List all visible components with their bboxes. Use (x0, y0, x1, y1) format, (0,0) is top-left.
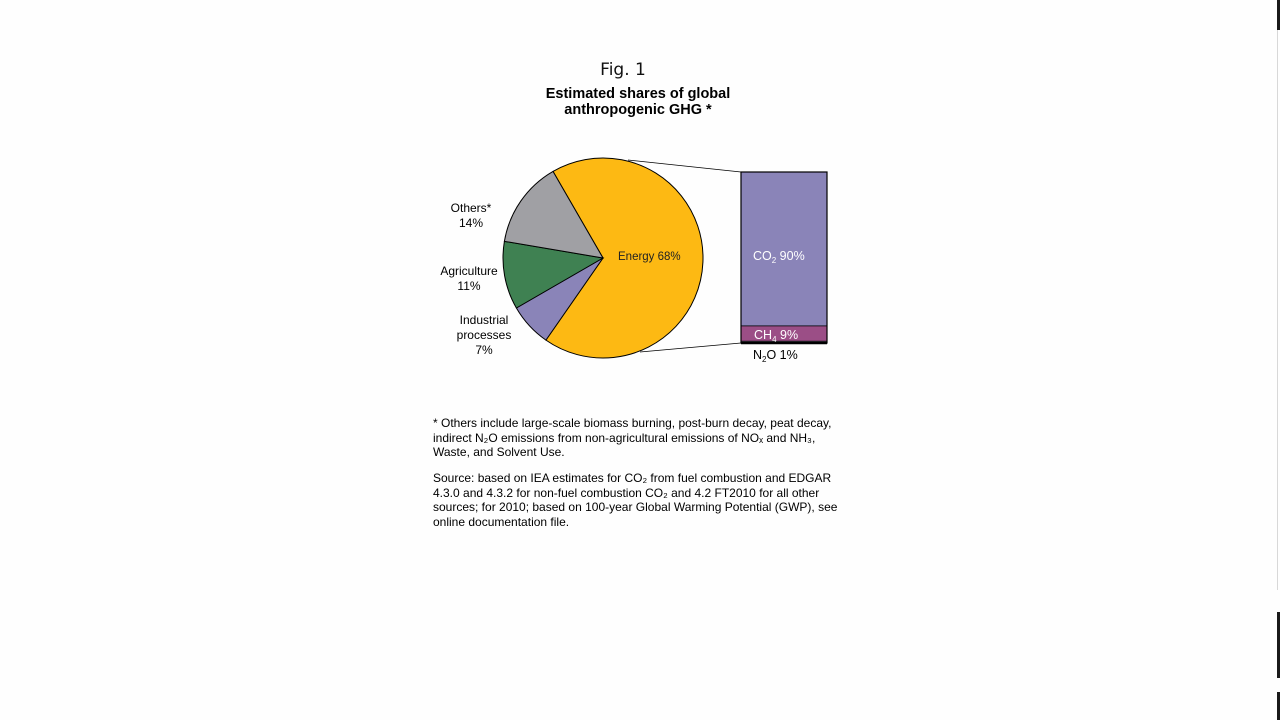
bar-label-n2o: $N_2O$ 1% (753, 348, 798, 364)
pie-label-others: Others* 14% (450, 201, 492, 230)
bar-label-ch4: $CH_4$ 9% (754, 328, 799, 344)
pie-label-agriculture: Agriculture 11% (440, 264, 498, 293)
figure-number: Fig. 1 (600, 60, 646, 80)
chart-title-line-2: anthropogenic GHG * (564, 102, 712, 118)
scrollbar-edge (1277, 30, 1278, 590)
connector-line-bottom (640, 343, 741, 352)
source-footnote: Source: based on IEA estimates for CO₂ from fuel combustion and EDGAR 4.3.0 and 4.3.2 for non-fuel combustion CO₂ and 4.2 FT2010 for all other sources; for 2010; based on 100-year Global Warming Potential (GWP), see online documentation file. (433, 471, 838, 529)
pie-label-energy: Energy 68% (618, 251, 681, 263)
others-footnote: * Others include large-scale biomass burning, post-burn decay, peat decay, indirect N₂O emissions from non-agricultural emissions of NOₓ and NH₃, Waste, and Solvent Use. (433, 416, 832, 460)
pie-label-industrial-processes: Industrial processes 7% (456, 313, 512, 357)
chart-title-line-1: Estimated shares of global (545, 86, 731, 102)
bar-label-co2: $CO_2$ 90% (753, 249, 805, 265)
